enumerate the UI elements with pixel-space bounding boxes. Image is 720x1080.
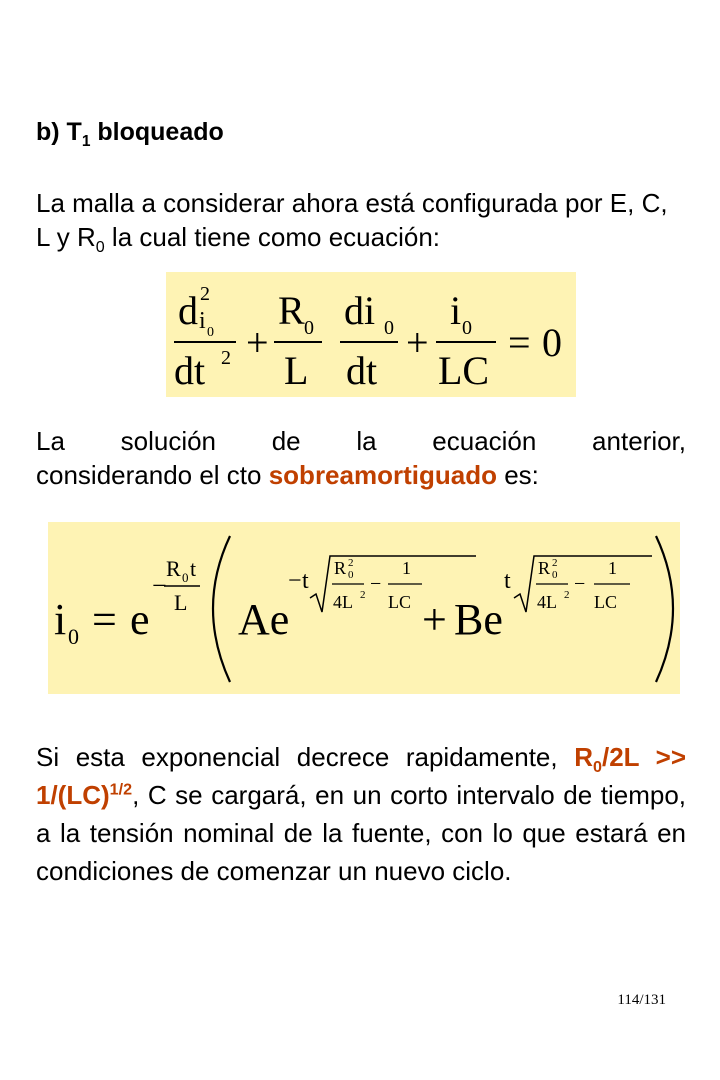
svg-text:0: 0 bbox=[348, 569, 354, 581]
svg-text:+: + bbox=[422, 595, 447, 644]
solution-equation-box bbox=[48, 522, 680, 694]
svg-text:L: L bbox=[174, 590, 188, 615]
condition-highlight: $R_0/2L >> 1/(LC)^{1/2}$ bbox=[36, 742, 687, 810]
svg-text:2: 2 bbox=[360, 589, 366, 601]
svg-text:2: 2 bbox=[348, 557, 354, 569]
svg-text:1: 1 bbox=[402, 558, 411, 578]
svg-text:i: i bbox=[450, 288, 462, 333]
conclusion-paragraph: Si esta exponencial decrece rapidamente, $R_0/2L >> 1/(LC)^{1/2}$, C se cargará, en un corto intervalo de tiempo, a la tensión nominal de la fuente, con lo que estará en condiciones de comenzar un nuevo ciclo. bbox=[36, 742, 687, 886]
svg-text:4L: 4L bbox=[333, 592, 353, 612]
differential-equation-box bbox=[166, 272, 576, 397]
svg-text:−: − bbox=[288, 568, 302, 594]
svg-text:2: 2 bbox=[564, 589, 570, 601]
svg-text:R: R bbox=[278, 288, 305, 333]
svg-text:e: e bbox=[130, 595, 150, 644]
svg-text:i: i bbox=[54, 595, 67, 644]
solution-equation bbox=[48, 522, 680, 694]
differential-equation bbox=[166, 272, 576, 397]
svg-text:=: = bbox=[92, 595, 117, 644]
svg-text:R: R bbox=[166, 556, 181, 581]
svg-text:=: = bbox=[508, 320, 531, 365]
intro-paragraph: La malla a considerar ahora está configurada por E, C, L y $R_0$ la cual tiene como ecuación: bbox=[36, 188, 668, 257]
svg-text:−: − bbox=[574, 573, 586, 595]
overdamped-highlight: sobreamortiguado bbox=[268, 460, 497, 490]
svg-text:Ae: Ae bbox=[238, 595, 290, 644]
solution-paragraph: La solución de la ecuación anterior, considerando el cto sobreamortiguado es: bbox=[36, 426, 686, 490]
svg-text:LC: LC bbox=[388, 592, 412, 612]
svg-text:0: 0 bbox=[462, 317, 472, 339]
svg-text:2: 2 bbox=[221, 347, 231, 369]
svg-text:0: 0 bbox=[68, 624, 79, 649]
svg-text:d: d bbox=[178, 288, 198, 333]
svg-text:t: t bbox=[190, 556, 197, 581]
svg-text:−: − bbox=[152, 571, 167, 600]
svg-text:0: 0 bbox=[207, 325, 214, 340]
page-number: 114/131 bbox=[617, 992, 666, 1008]
svg-text:+: + bbox=[246, 320, 269, 365]
svg-text:dt: dt bbox=[174, 348, 206, 393]
svg-text:0: 0 bbox=[304, 317, 314, 339]
svg-text:0: 0 bbox=[552, 569, 558, 581]
svg-text:dt: dt bbox=[346, 348, 378, 393]
svg-text:1: 1 bbox=[608, 558, 617, 578]
svg-text:Be: Be bbox=[454, 595, 503, 644]
svg-text:+: + bbox=[406, 320, 429, 365]
svg-text:i: i bbox=[199, 308, 206, 334]
svg-text:R: R bbox=[334, 558, 347, 578]
svg-text:t: t bbox=[302, 568, 309, 594]
svg-text:t: t bbox=[504, 568, 511, 594]
svg-text:2: 2 bbox=[200, 283, 210, 305]
svg-text:0: 0 bbox=[542, 320, 562, 365]
svg-text:R: R bbox=[538, 558, 551, 578]
section-heading: b) $T_1$ bloqueado bbox=[36, 118, 224, 150]
svg-text:−: − bbox=[370, 573, 382, 595]
svg-text:4L: 4L bbox=[537, 592, 557, 612]
svg-text:L: L bbox=[284, 348, 309, 393]
svg-text:LC: LC bbox=[438, 348, 490, 393]
svg-text:0: 0 bbox=[384, 317, 394, 339]
svg-text:0: 0 bbox=[182, 570, 189, 585]
svg-text:2: 2 bbox=[552, 557, 558, 569]
svg-text:di: di bbox=[344, 288, 376, 333]
svg-text:LC: LC bbox=[594, 592, 618, 612]
